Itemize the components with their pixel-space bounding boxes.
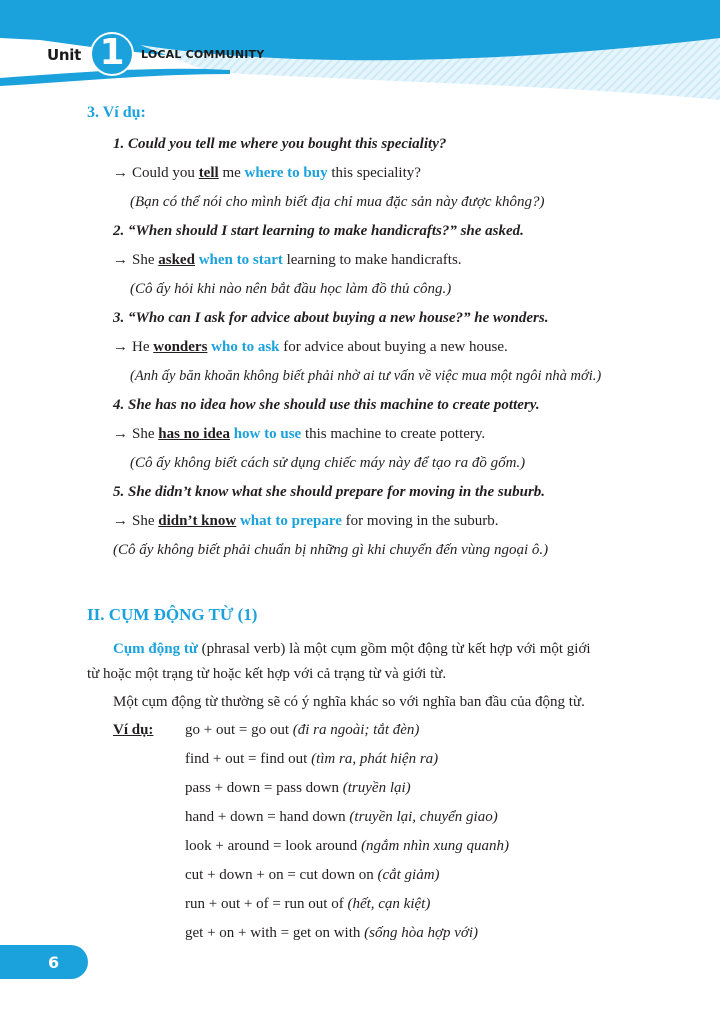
example-2-answer: → She asked when to start learning to make handicrafts. [113,252,462,268]
example-1-answer: → Could you tell me where to buy this speciality? [113,165,421,181]
reporting-verb: has no idea [158,426,230,442]
phrasal-example-3: pass + down = pass down (truyền lại) [185,780,411,796]
example-4-translation: (Cô ấy không biết cách sử dụng chiếc máy này để tạo ra đồ gốm.) [130,455,526,471]
example-3-translation: (Anh ấy băn khoăn không biết phải nhờ ai tư vấn về việc mua một ngôi nhà mới.) [130,368,602,384]
example-5-answer: → She didn’t know what to prepare for moving in the suburb. [113,513,499,529]
phrasal-verb-term: Cụm động từ [113,641,198,657]
example-3-answer: → He wonders who to ask for advice about buying a new house. [113,339,508,355]
arrow-icon: → [113,252,128,268]
arrow-icon: → [113,513,128,529]
example-2-translation: (Cô ấy hỏi khi nào nên bắt đầu học làm đồ thủ công.) [130,281,452,297]
unit-number-badge: 1 [90,32,134,76]
reporting-verb: tell [198,165,219,181]
arrow-icon: → [113,426,128,442]
reporting-verb: didn’t know [158,513,237,529]
page-number: 6 [48,953,60,972]
wh-to-infinitive: when to start [198,252,283,268]
wh-to-infinitive: how to use [233,426,302,442]
arrow-icon: → [113,165,128,181]
intro-line-2: từ hoặc một trạng từ hoặc kết hợp với cả trạng từ và giới từ. [87,666,447,682]
example-1-translation: (Bạn có thể nói cho mình biết địa chỉ mua đặc sản này được không?) [130,194,545,210]
note-paragraph: Một cụm động từ thường sẽ có ý nghĩa khác so với nghĩa ban đầu của động từ. [113,694,585,710]
phrasal-example-6: cut + down + on = cut down on (cắt giảm) [185,867,440,883]
phrasal-example-4: hand + down = hand down (truyền lại, chuyển giao) [185,809,498,825]
example-2-question: 2. “When should I start learning to make handicrafts?” she asked. [113,223,524,239]
example-3-question: 3. “Who can I ask for advice about buying a new house?” he wonders. [113,310,549,326]
arrow-icon: → [113,339,128,355]
page-number-tab [0,945,88,979]
intro-line-1: Cụm động từ (phrasal verb) là một cụm gồm một động từ kết hợp với một giới [113,641,591,657]
example-4-answer: → She has no idea how to use this machine to create pottery. [113,426,486,442]
phrasal-example-2: find + out = find out (tìm ra, phát hiện ra) [185,751,439,767]
example-4-question: 4. She has no idea how she should use this machine to create pottery. [113,397,540,413]
example-5-question: 5. She didn’t know what she should prepare for moving in the suburb. [113,484,546,500]
unit-label: Unit [47,46,81,64]
wh-to-infinitive: who to ask [211,339,280,355]
phrasal-example-7: run + out + of = run out of (hết, cạn kiệt) [185,896,431,912]
phrasal-example-8: get + on + with = get on with (sống hòa hợp với) [185,925,479,941]
reporting-verb: asked [158,252,195,268]
phrasal-example-1: go + out = go out (đi ra ngoài; tắt đèn) [185,722,420,738]
section-phrasal-verbs-heading: II. CỤM ĐỘNG TỪ (1) [87,605,258,624]
wh-to-infinitive: where to buy [244,165,328,181]
unit-title: LOCAL COMMUNITY [141,48,265,61]
example-5-translation: (Cô ấy không biết phải chuẩn bị những gì khi chuyển đến vùng ngoại ô.) [113,542,549,558]
example-1-question: 1. Could you tell me where you bought this speciality? [113,136,447,152]
section-3-heading: 3. Ví dụ: [87,104,146,121]
wh-to-infinitive: what to prepare [239,513,342,529]
example-label: Ví dụ: [113,722,154,738]
reporting-verb: wonders [153,339,208,355]
phrasal-example-5: look + around = look around (ngắm nhìn xung quanh) [185,838,509,854]
